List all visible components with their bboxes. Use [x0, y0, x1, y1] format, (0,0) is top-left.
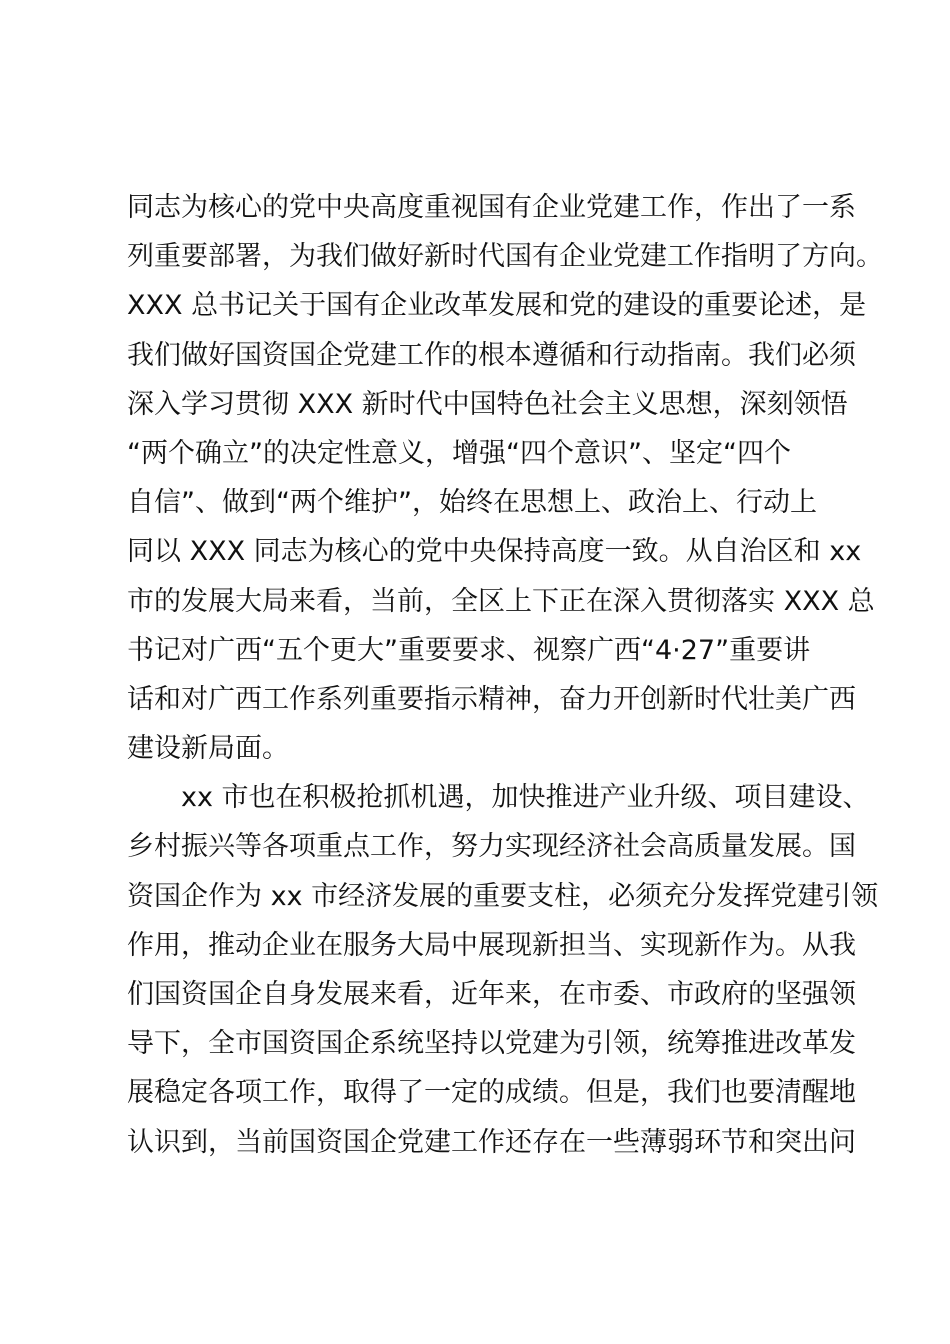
text-line: 书记对广西“五个更大”重要要求、视察广西“4·27”重要讲 [127, 634, 811, 666]
text-line: “两个确立”的决定性意义，增强“四个意识”、坚定“四个 [127, 437, 791, 469]
text-line: 我们做好国资国企党建工作的根本遵循和行动指南。我们必须 [127, 339, 856, 371]
paragraph-2 [127, 773, 879, 1167]
text-line: 认识到，当前国资国企党建工作还存在一些薄弱环节和突出问 [127, 1126, 856, 1158]
text-line: 同志为核心的党中央高度重视国有企业党建工作，作出了一系 [127, 192, 856, 223]
text-line: 列重要部署，为我们做好新时代国有企业党建工作指明了方向。 [127, 241, 883, 273]
text-line: 市的发展大局来看，当前，全区上下正在深入贯彻落实 XXX 总 [127, 585, 875, 617]
text-line: XXX 总书记关于国有企业改革发展和党的建设的重要论述，是 [127, 290, 867, 322]
text-line: 导下，全市国资国企系统坚持以党建为引领，统筹推进改革发 [127, 1028, 856, 1060]
text-line: 同以 XXX 同志为核心的党中央保持高度一致。从自治区和 xx [127, 536, 862, 568]
text-line: 乡村振兴等各项重点工作，努力实现经济社会高质量发展。国 [127, 831, 856, 863]
text-line: 们国资国企自身发展来看，近年来，在市委、市政府的坚强领 [127, 979, 856, 1010]
text-line: 展稳定各项工作，取得了一定的成绩。但是，我们也要清醒地 [127, 1077, 856, 1109]
text-line: 话和对广西工作系列重要指示精神，奋力开创新时代壮美广西 [127, 683, 856, 715]
text-line: 资国企作为 xx 市经济发展的重要支柱，必须充分发挥党建引领 [127, 880, 879, 912]
document-body [127, 183, 883, 1167]
text-line: 自信”、做到“两个维护”，始终在思想上、政治上、行动上 [127, 487, 817, 519]
text-line: 作用，推动企业在服务大局中展现新担当、实现新作为。从我 [127, 929, 856, 961]
paragraph-1 [127, 183, 883, 773]
text-line: xx 市也在积极抢抓机遇，加快推进产业升级、项目建设、 [181, 782, 870, 814]
text-line: 深入学习贯彻 XXX 新时代中国特色社会主义思想，深刻领悟 [127, 388, 848, 420]
text-line: 建设新局面。 [127, 733, 289, 765]
